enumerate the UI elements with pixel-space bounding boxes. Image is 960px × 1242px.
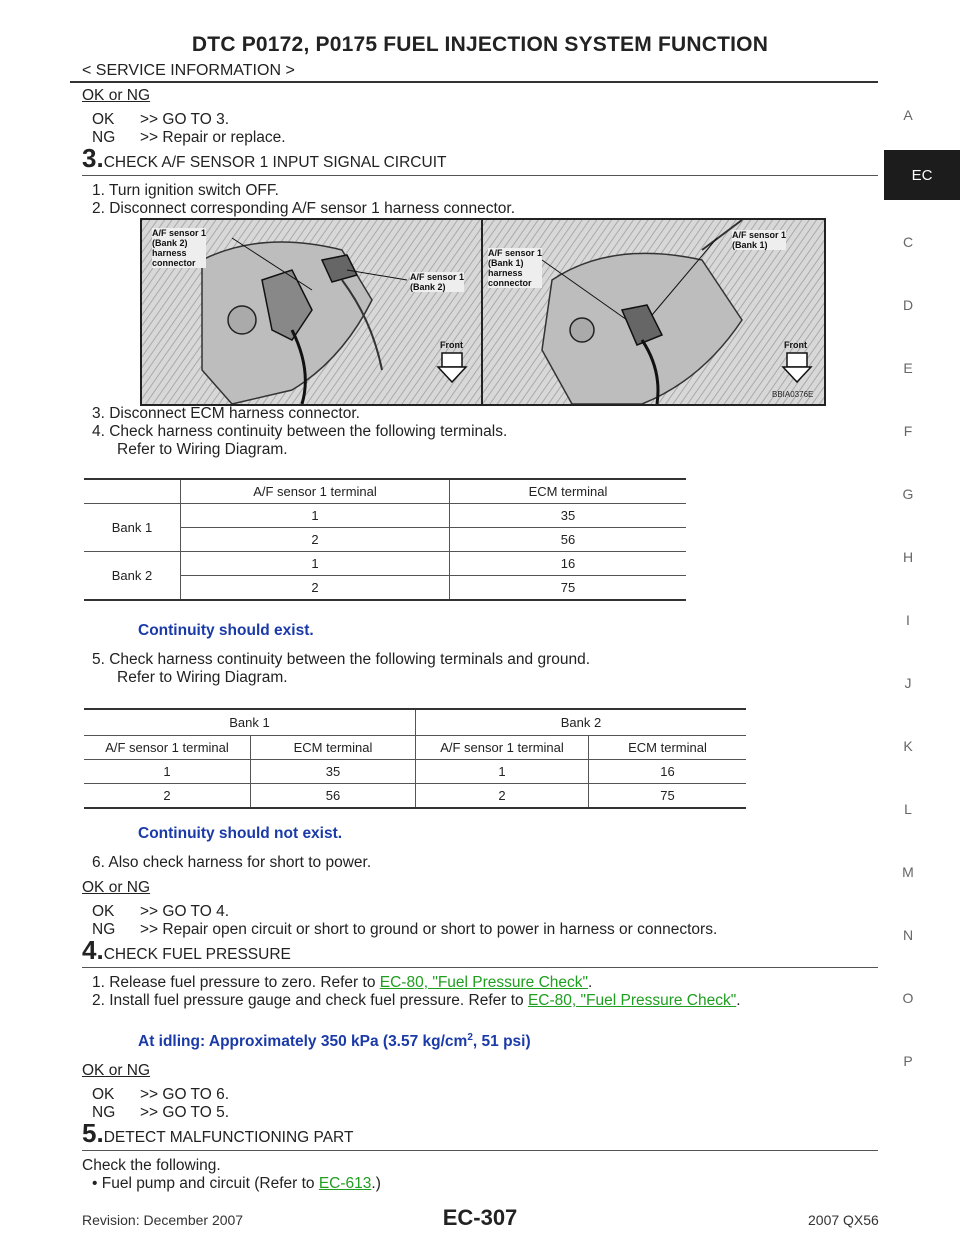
figure-label-front-left: Front bbox=[440, 340, 463, 350]
ok-text: >> GO TO 6. bbox=[140, 1086, 230, 1103]
fuel-pressure-spec bbox=[138, 1032, 531, 1051]
step-3-item-3: 3. Disconnect ECM harness connector. bbox=[92, 405, 360, 422]
sidebar-letter-h[interactable]: H bbox=[902, 549, 914, 565]
table-header: A/F sensor 1 terminal bbox=[105, 740, 229, 755]
item-text: . bbox=[736, 992, 741, 1009]
ng-label: NG bbox=[92, 129, 116, 146]
model-year: 2007 QX56 bbox=[808, 1212, 879, 1228]
sidebar-letter-g[interactable]: G bbox=[902, 486, 914, 502]
sidebar-letter-i[interactable]: I bbox=[906, 612, 910, 628]
step-5-heading bbox=[82, 1118, 353, 1149]
step-3-item-5-ref: Refer to Wiring Diagram. bbox=[117, 669, 288, 686]
ng-text: >> GO TO 5. bbox=[140, 1104, 230, 1121]
sidebar-letter-m[interactable]: M bbox=[902, 864, 914, 880]
step-4-item-2 bbox=[92, 991, 741, 1010]
table-cell: 16 bbox=[589, 760, 747, 784]
step-title: CHECK FUEL PRESSURE bbox=[103, 946, 291, 963]
table-cell: 1 bbox=[181, 552, 450, 576]
table-cell: 2 bbox=[181, 576, 450, 601]
step-number: 5. bbox=[82, 1118, 104, 1148]
step-4-item-1 bbox=[92, 973, 592, 992]
table-cell: 1 bbox=[416, 760, 589, 784]
sidebar-letter-c[interactable]: C bbox=[902, 234, 914, 250]
table-header-bank2: Bank 2 bbox=[416, 709, 747, 736]
table-cell: 75 bbox=[589, 784, 747, 809]
table-header: ECM terminal bbox=[450, 479, 687, 504]
ok-or-ng-heading: OK or NG bbox=[82, 879, 151, 896]
figure-label-bank1-sensor: A/F sensor 1 (Bank 1) bbox=[732, 230, 787, 250]
table-header: ECM terminal bbox=[589, 736, 747, 760]
table-header: ECM terminal bbox=[251, 736, 416, 760]
step-3-item-4-ref: Refer to Wiring Diagram. bbox=[117, 441, 288, 458]
continuity-note: Continuity should exist. bbox=[138, 622, 314, 639]
ng-label: NG bbox=[92, 1104, 116, 1121]
step-title: DETECT MALFUNCTIONING PART bbox=[103, 1129, 354, 1146]
step-3-heading bbox=[82, 143, 446, 174]
sidebar-letter-e[interactable]: E bbox=[903, 360, 913, 376]
table-cell: 56 bbox=[450, 528, 687, 552]
terminal-table-1 bbox=[84, 478, 686, 601]
connector-location-figure bbox=[140, 218, 826, 406]
sidebar-letter-j[interactable]: J bbox=[904, 675, 912, 691]
figure-code: BBIA0376E bbox=[772, 390, 814, 399]
step-title: CHECK A/F SENSOR 1 INPUT SIGNAL CIRCUIT bbox=[103, 154, 447, 171]
table-header: A/F sensor 1 terminal bbox=[416, 736, 589, 760]
ok-or-ng-heading: OK or NG bbox=[82, 87, 151, 104]
table-header-blank bbox=[84, 479, 181, 504]
step-5-bullet bbox=[92, 1174, 381, 1193]
sidebar-letter-p[interactable]: P bbox=[903, 1053, 913, 1069]
figure-label-bank2-sensor: A/F sensor 1 (Bank 2) bbox=[410, 272, 465, 292]
fuel-pressure-check-link[interactable]: EC-80, "Fuel Pressure Check" bbox=[527, 992, 737, 1009]
sidebar-tab-ec[interactable]: EC bbox=[884, 150, 960, 200]
step-5-intro: Check the following. bbox=[82, 1157, 221, 1174]
ok-label: OK bbox=[92, 111, 115, 128]
sidebar-letter-l[interactable]: L bbox=[904, 801, 912, 817]
ok-text: >> GO TO 3. bbox=[140, 111, 230, 128]
bullet-text: • Fuel pump and circuit (Refer to bbox=[92, 1175, 319, 1192]
item-text: 1. Release fuel pressure to zero. Refer to bbox=[92, 974, 380, 991]
sidebar-letter-n[interactable]: N bbox=[902, 927, 914, 943]
fuel-pressure-check-link[interactable]: EC-80, "Fuel Pressure Check" bbox=[379, 974, 589, 991]
revision-date: Revision: December 2007 bbox=[82, 1212, 244, 1228]
page-title: DTC P0172, P0175 FUEL INJECTION SYSTEM FUNCTION bbox=[191, 33, 769, 56]
ng-text: >> Repair open circuit or short to ground or short to power in harness or connectors. bbox=[140, 921, 718, 938]
step-3-item-6: 6. Also check harness for short to power. bbox=[92, 854, 372, 871]
engine-photo-drawing bbox=[142, 220, 824, 404]
figure-label-bank2-connector: A/F sensor 1 (Bank 2) harness connector bbox=[152, 228, 207, 268]
step-3-item-5: 5. Check harness continuity between the following terminals and ground. bbox=[92, 651, 591, 668]
table-header: A/F sensor 1 terminal bbox=[181, 479, 450, 504]
spec-superscript: 2 bbox=[467, 1032, 473, 1043]
spec-text: , 51 psi) bbox=[472, 1033, 531, 1051]
step-4-heading bbox=[82, 935, 291, 966]
table-cell: 1 bbox=[163, 764, 171, 779]
step-3-item-4: 4. Check harness continuity between the following terminals. bbox=[92, 423, 508, 440]
item-text: 2. Install fuel pressure gauge and check fuel pressure. Refer to bbox=[92, 992, 528, 1009]
figure-label-bank1-connector: A/F sensor 1 (Bank 1) harness connector bbox=[488, 248, 543, 288]
ok-or-ng-heading: OK or NG bbox=[82, 1062, 151, 1079]
step-number: 3. bbox=[82, 143, 104, 173]
sidebar-letter-a[interactable]: A bbox=[903, 107, 913, 123]
step-3-item-2: 2. Disconnect corresponding A/F sensor 1 harness connector. bbox=[92, 200, 516, 217]
item-text: . bbox=[588, 974, 593, 991]
ok-label: OK bbox=[92, 903, 115, 920]
sidebar-letter-k[interactable]: K bbox=[903, 738, 913, 754]
step-3-item-1: 1. Turn ignition switch OFF. bbox=[92, 182, 279, 199]
terminal-table-2 bbox=[84, 708, 746, 809]
ng-text: >> Repair or replace. bbox=[140, 129, 286, 146]
table-row-label: Bank 2 bbox=[111, 568, 153, 583]
table-cell: 1 bbox=[181, 504, 450, 528]
header-rule bbox=[70, 81, 878, 83]
table-cell: 35 bbox=[251, 760, 416, 784]
no-continuity-note: Continuity should not exist. bbox=[138, 825, 343, 842]
page-number: EC-307 bbox=[442, 1205, 518, 1230]
table-row-label: Bank 1 bbox=[84, 504, 181, 552]
ng-label: NG bbox=[92, 921, 116, 938]
table-header-bank1: Bank 1 bbox=[229, 715, 270, 730]
sidebar-letter-o[interactable]: O bbox=[902, 990, 914, 1006]
bullet-text: .) bbox=[371, 1175, 381, 1192]
step-rule bbox=[82, 175, 878, 176]
table-cell: 16 bbox=[450, 552, 687, 576]
table-cell: 2 bbox=[163, 788, 171, 803]
sidebar-letter-f[interactable]: F bbox=[903, 423, 913, 439]
table-cell: 56 bbox=[251, 784, 416, 809]
table-cell: 2 bbox=[181, 528, 450, 552]
step-rule bbox=[82, 1150, 878, 1151]
section-subtitle: < SERVICE INFORMATION > bbox=[82, 62, 295, 79]
step-rule bbox=[82, 967, 878, 968]
ok-label: OK bbox=[92, 1086, 115, 1103]
ok-text: >> GO TO 4. bbox=[140, 903, 230, 920]
table-cell: 2 bbox=[416, 784, 589, 809]
spec-text: At idling: Approximately 350 kPa (3.57 kg/cm bbox=[138, 1033, 468, 1051]
sidebar-letter-d[interactable]: D bbox=[902, 297, 914, 313]
table-cell: 75 bbox=[450, 576, 687, 601]
figure-label-front-right: Front bbox=[784, 340, 807, 350]
step-number: 4. bbox=[82, 935, 104, 965]
table-cell: 35 bbox=[450, 504, 687, 528]
ec-613-link[interactable]: EC-613 bbox=[318, 1175, 372, 1192]
